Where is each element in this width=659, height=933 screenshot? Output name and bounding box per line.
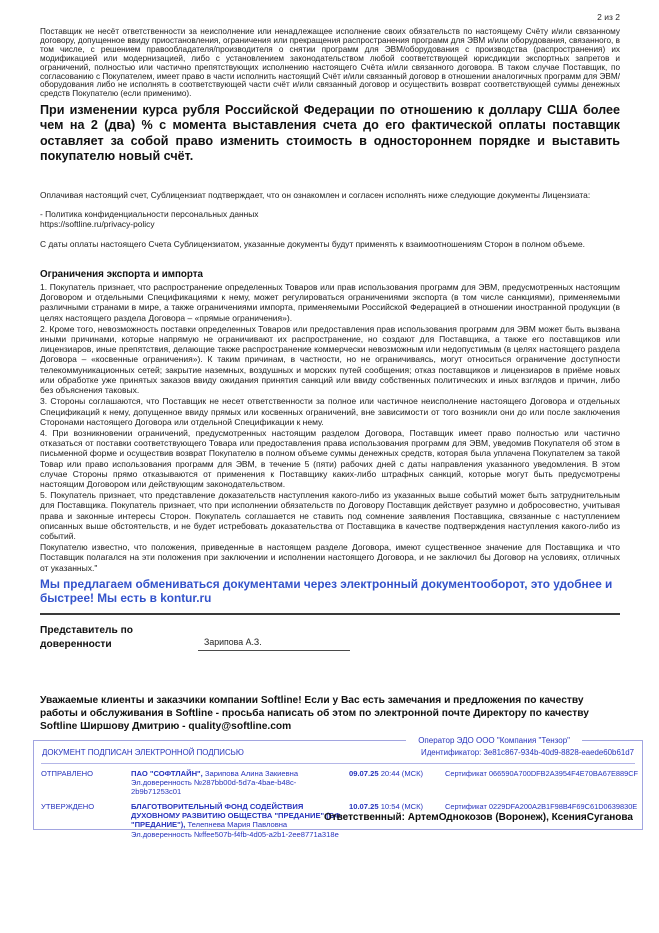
approved-status-label: УТВЕРЖДЕНО: [41, 801, 95, 811]
approved-certificate: Сертификат 0229DFA200A2B1F98B4F69C61D0639830E: [445, 801, 638, 811]
page-number: 2 из 2: [597, 12, 620, 22]
approved-datetime-cell: [349, 802, 441, 811]
approved-organization: БЛАГОТВОРИТЕЛЬНЫЙ ФОНД СОДЕЙСТВИЯ ДУХОВНОМУ РАЗВИТИЮ ОБЩЕСТВА "ПРЕДАНИЕ" (БФ "ПРЕДАНИЕ"),: [131, 801, 341, 830]
approved-time: 10:54 (МСК): [380, 801, 424, 811]
approved-power-of-attorney: Эл.доверенность №ffee507b-f4fb-4d05-a2b1-2ee8771a318e: [131, 829, 339, 839]
sent-organization: ПАО "СОФТЛАЙН",: [131, 768, 203, 778]
approved-signer-name: Телепнева Мария Павловна: [187, 820, 288, 830]
electronic-signature-block: [33, 735, 643, 839]
sent-signer-name: Зарипова Алина Закиевна: [204, 768, 299, 778]
export-paragraph-4: 4. При возникновении ограничений, предусмотренных настоящим разделом Договора, Поставщик имеет право полностью или частично отказаться от поставки соответствующего Товара или предоставления права использования программ для ЭВМ, уведомив Покупателя об этом в письменной форме и осуществив возврат Покупателю в полном объеме суммы денежных средств, которая была уплачена Покупателем за такой Товар или право использования программ для ЭВМ, в течение 5 (пяти) рабочих дней с даты направления указанного уведомления. В этом случае Стороны прямо отказываются от применения к Поставщику каких-либо штрафных санкций, которые могут быть предусмотрены настоящим Договором или действующим законодательством.: [40, 427, 620, 489]
approved-date: 10.07.25: [349, 801, 379, 811]
privacy-policy-item: - Политика конфиденциальности персональных данных: [40, 209, 259, 220]
edo-invitation-message: Мы предлагаем обмениваться документами через электронный документооборот, это удобнее и быстрее! Мы есть в kontur.ru: [40, 576, 613, 605]
separator-line: [40, 613, 620, 615]
sent-certificate: Сертификат 066590A700DFB2A3954F4E70BA67E889CF: [445, 768, 639, 778]
payment-confirmation-note: Оплачивая настоящий счет, Сублицензиат подтверждает, что он ознакомлен и согласен исполнять ниже следующие документы Лицензиата:: [40, 190, 591, 201]
export-section-heading: Ограничения экспорта и импорта: [40, 269, 203, 281]
signature-header-row: [41, 744, 635, 764]
approved-organization-cell: [131, 802, 345, 839]
responsible-persons: Ответственный: АртемОднокозов (Воронеж), КсенияСуганова: [323, 811, 633, 823]
export-paragraph-2: 2. Кроме того, невозможность поставки определенных Товаров или предоставления прав использования программ для ЭВМ может быть вызвана иными причинами, которые напрямую не ограничивают их распространение, но создают для Поставщика, а также его поставщиков или лицензиаров, иные препятствия, делающие также распространение коммерчески невозможным или недопустимым (в целях настоящего раздела Договора – «косвенные ограничения»). К таким причинам, в частности, но не ограничиваясь, могут относиться ограничение доступности телекоммуникационных сетей; закрытие наземных, воздушных и морских путей сообщения; отказ поставщиков и лицензиаров в приёме новых или обработке уже принятых заказов ввиду ожидания принятия санкций или ввиду собственных политических и иных взглядов и причин, либо без объяснения таковых.: [40, 323, 620, 396]
sent-date: 09.07.25: [349, 768, 379, 778]
documents-apply-note: С даты оплаты настоящего Счета Сублицензиатом, указанные документы будут применять к взаимоотношениям Сторон в полном объеме.: [40, 239, 585, 250]
sent-datetime-cell: [349, 769, 441, 778]
privacy-policy-link[interactable]: https://softline.ru/privacy-policy: [40, 219, 155, 230]
sent-status-label: ОТПРАВЛЕНО: [41, 768, 94, 778]
representative-name-signature-line: Зарипова А.З.: [198, 637, 350, 651]
sent-signature-row: [41, 768, 639, 797]
sent-power-of-attorney: Эл.доверенность №287bb00d-5d7a-4bae-b48c-2b9b71253c01: [131, 778, 297, 797]
sent-time: 20:44 (МСК): [380, 768, 424, 778]
export-paragraph-3: 3. Стороны соглашаются, что Поставщик не несет ответственности за полное или частичное неисполнение настоящего Договора и отдельных Спецификаций к нему, допущенное ввиду прямых или косвенных ограничений, вне зависимости от того возникли они до или после заключения Сторонами настоящего Договора или отдельной Спецификации к нему.: [40, 396, 620, 427]
liability-paragraph: Поставщик не несёт ответственности за неисполнение или ненадлежащее исполнение своих обязательств по настоящему Счёту и/или связанному договору, допущенное ввиду приостановления, ограничения или прекращения распространения программ для ЭВМ и/или оборудования, связанного, в том числе, с решением правообладателя/производителя о снятии программ для ЭВМ/оборудования с производства (распространения) их модификацией или модернизацией, либо с установлением законодательством любой соответствующей юрисдикции экспортных запретов и ограничений, полностью или частично препятствующих исполнению настоящего Счёта и/или связанного договора. В таком случае Поставщик, по согласованию с Покупателем, имеет право в части исполнить настоящий Счёт и/или связанный договор в отношении аналогичных программ для ЭВМ/оборудования либо не исполнять в соответствующей части счёт и/или связанный договор и осуществить возврат соответствующей суммы денежных средств Покупателю (если применимо).: [40, 27, 620, 99]
export-paragraph-1: 1. Покупатель признает, что распространение определенных Товаров или прав использования программ для ЭВМ, предусмотренных настоящим Договором и отдельными Спецификациями к нему, может регулироваться ограничениями экспорта (в том числе санкциями), применяемыми различными странами в мире, а также ограничениями импорта, применяемыми Российской Федерацией в отношении иностранной продукции (в целях настоящего раздела Договора – «прямые ограничения»).: [40, 282, 620, 323]
sent-organization-cell: [131, 769, 345, 797]
quality-feedback-note: Уважаемые клиенты и заказчики компании Softline! Если у Вас есть замечания и предложения по качеству работы и обслуживания в Softline - просьба написать об этом по электронной почте Директору по качеству Softline Ширшову Дмитрию - quality@softline.com: [40, 695, 589, 732]
representative-label: Представитель по доверенности: [40, 625, 133, 650]
edo-operator-label: Оператор ЭДО ООО "Компания "Тензор": [406, 735, 582, 746]
signature-identifier: Идентификатор: 3e81c867-934b-40d9-8828-eaede60b61d7: [421, 747, 634, 757]
representative-signature-row: [40, 624, 620, 651]
export-paragraph-5: 5. Покупатель признает, что представление доказательств наступления какого-либо из указанных выше событий может быть затруднительным для Поставщика. Покупатель признает, что при исполнении обязательств по Договору Поставщик действует разумно и добросовестно, учитывая права и законные интересы Сторон. Покупатель соглашается не ставить под сомнение заявления Поставщика, связанные с наступлением описанных выше обстоятельств, и не будет истребовать доказательства от Поставщика в качестве подтверждения наступления какого-либо из событий.: [40, 490, 620, 541]
export-paragraph-6: Покупателю известно, что положения, приведенные в настоящем разделе Договора, имеют существенное значение для Поставщика и что Поставщик полагался на эти положения при заключении и исполнении настоящего Договора, и не заключил бы Договор на условиях, отличных от указанных.": [40, 542, 620, 573]
signed-title: ДОКУМЕНТ ПОДПИСАН ЭЛЕКТРОННОЙ ПОДПИСЬЮ: [42, 747, 244, 757]
currency-clause: При изменении курса рубля Российской Федерации по отношению к доллару США более чем на 2 (два) % с момента выставления счета до его фактической оплаты поставщик оставляет за собой право изменить стоимость в одностороннем порядке и выставить покупателю новый счёт.: [40, 103, 620, 163]
